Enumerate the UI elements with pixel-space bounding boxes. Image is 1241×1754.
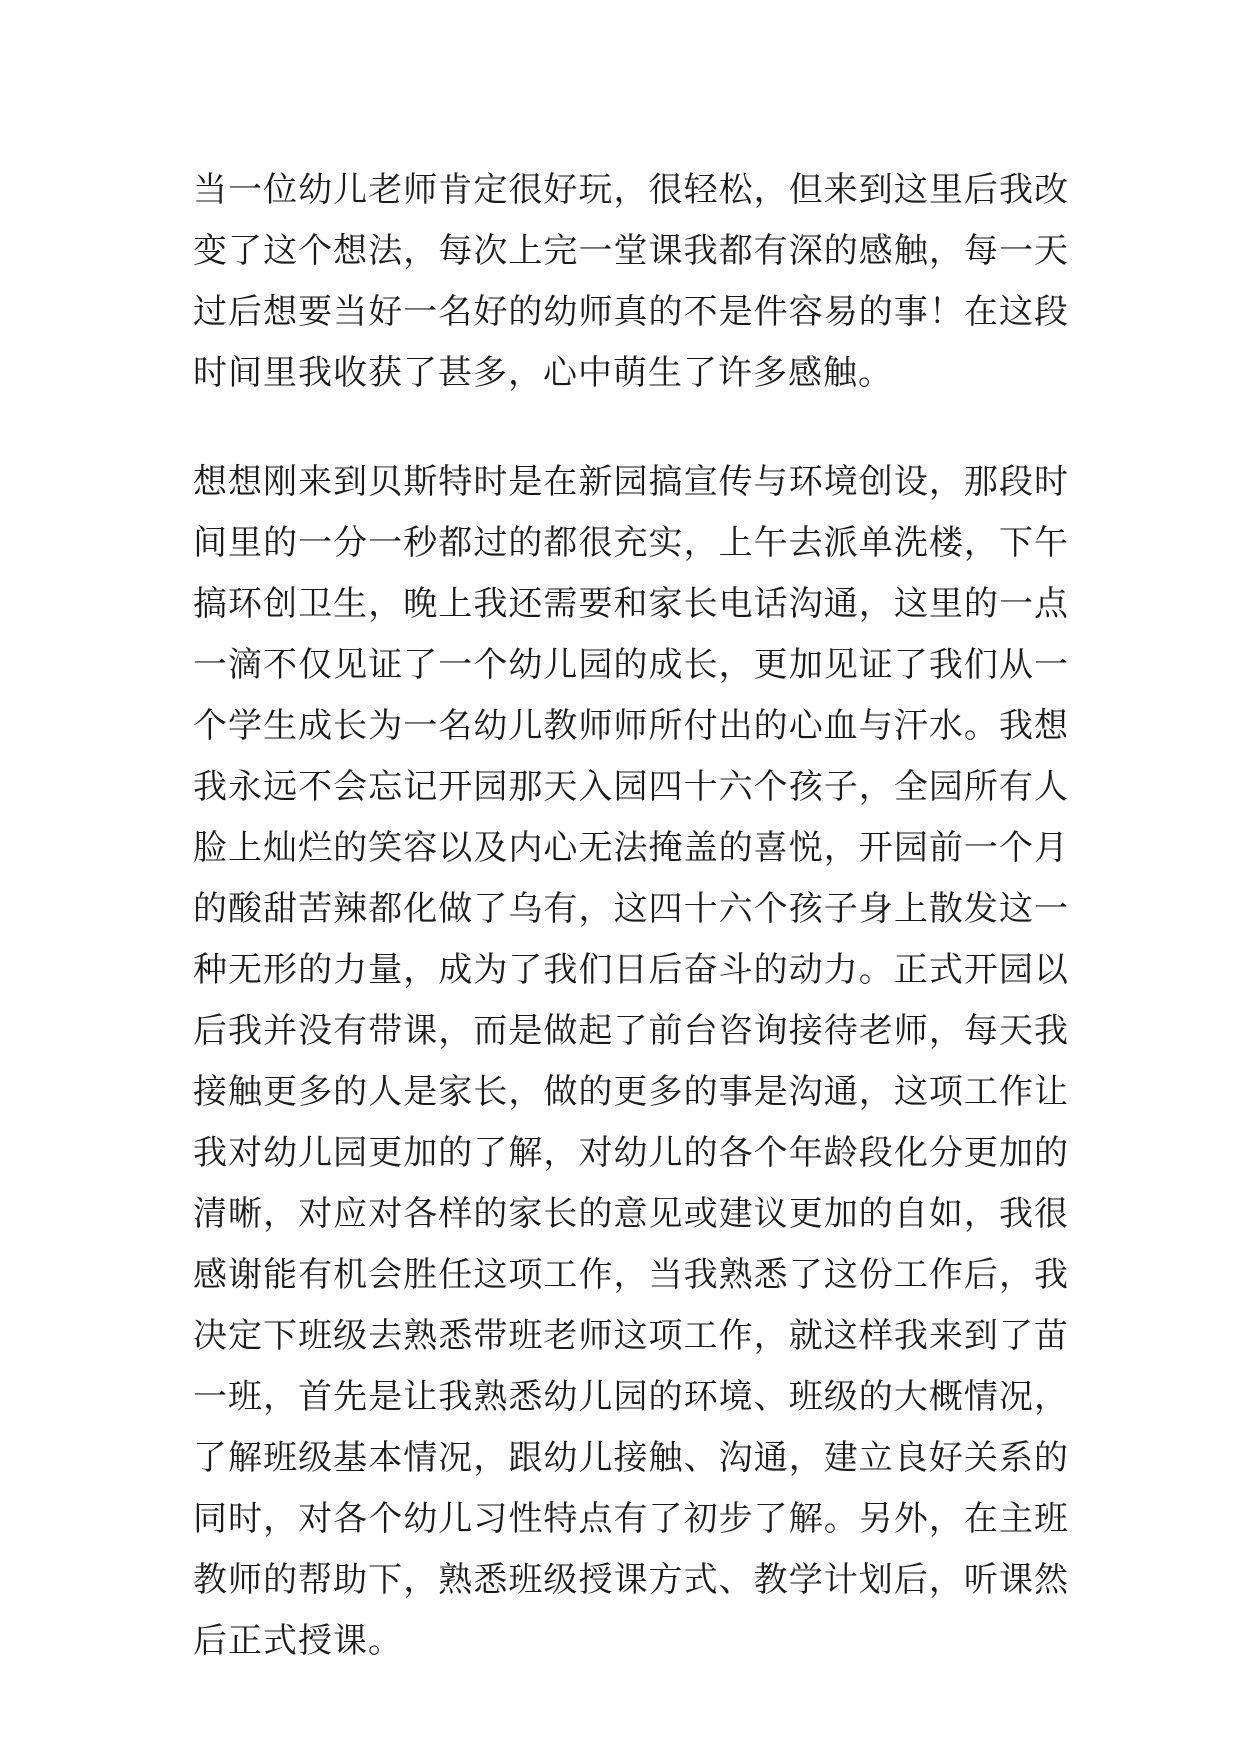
paragraph-1: 当一位幼儿老师肯定很好玩，很轻松，但来到这里后我改变了这个想法，每次上完一堂课我都有深的感触，每一天过后想要当好一名好的幼师真的不是件容易的事！在这段时间里我收获了甚多，心中萌生了许多感触。 <box>193 170 1069 393</box>
document-body <box>193 160 1069 1672</box>
paragraph-2: 想想刚来到贝斯特时是在新园搞宣传与环境创设，那段时间里的一分一秒都过的都很充实，上午去派单洗楼，下午搞环创卫生，晚上我还需要和家长电话沟通，这里的一点一滴不仅见证了一个幼儿园的成长，更加见证了我们从一个学生成长为一名幼儿教师师所付出的心血与汗水。我想我永远不会忘记开园那天入园四十六个孩子，全园所有人脸上灿烂的笑容以及内心无法掩盖的喜悦，开园前一个月的酸甜苦辣都化做了乌有，这四十六个孩子身上散发这一种无形的力量，成为了我们日后奋斗的动力。正式开园以后我并没有带课，而是做起了前台咨询接待老师，每天我接触更多的人是家长，做的更多的事是沟通，这项工作让我对幼儿园更加的了解，对幼儿的各个年龄段化分更加的清晰，对应对各样的家长的意见或建议更加的自如，我很感谢能有机会胜任这项工作，当我熟悉了这份工作后，我决定下班级去熟悉带班老师这项工作，就这样我来到了苗一班，首先是让我熟悉幼儿园的环境、班级的大概情况，了解班级基本情况，跟幼儿接触、沟通，建立良好关系的同时，对各个幼儿习性特点有了初步了解。另外，在主班教师的帮助下，熟悉班级授课方式、教学计划后，听课然后正式授课。 <box>193 462 1069 1661</box>
